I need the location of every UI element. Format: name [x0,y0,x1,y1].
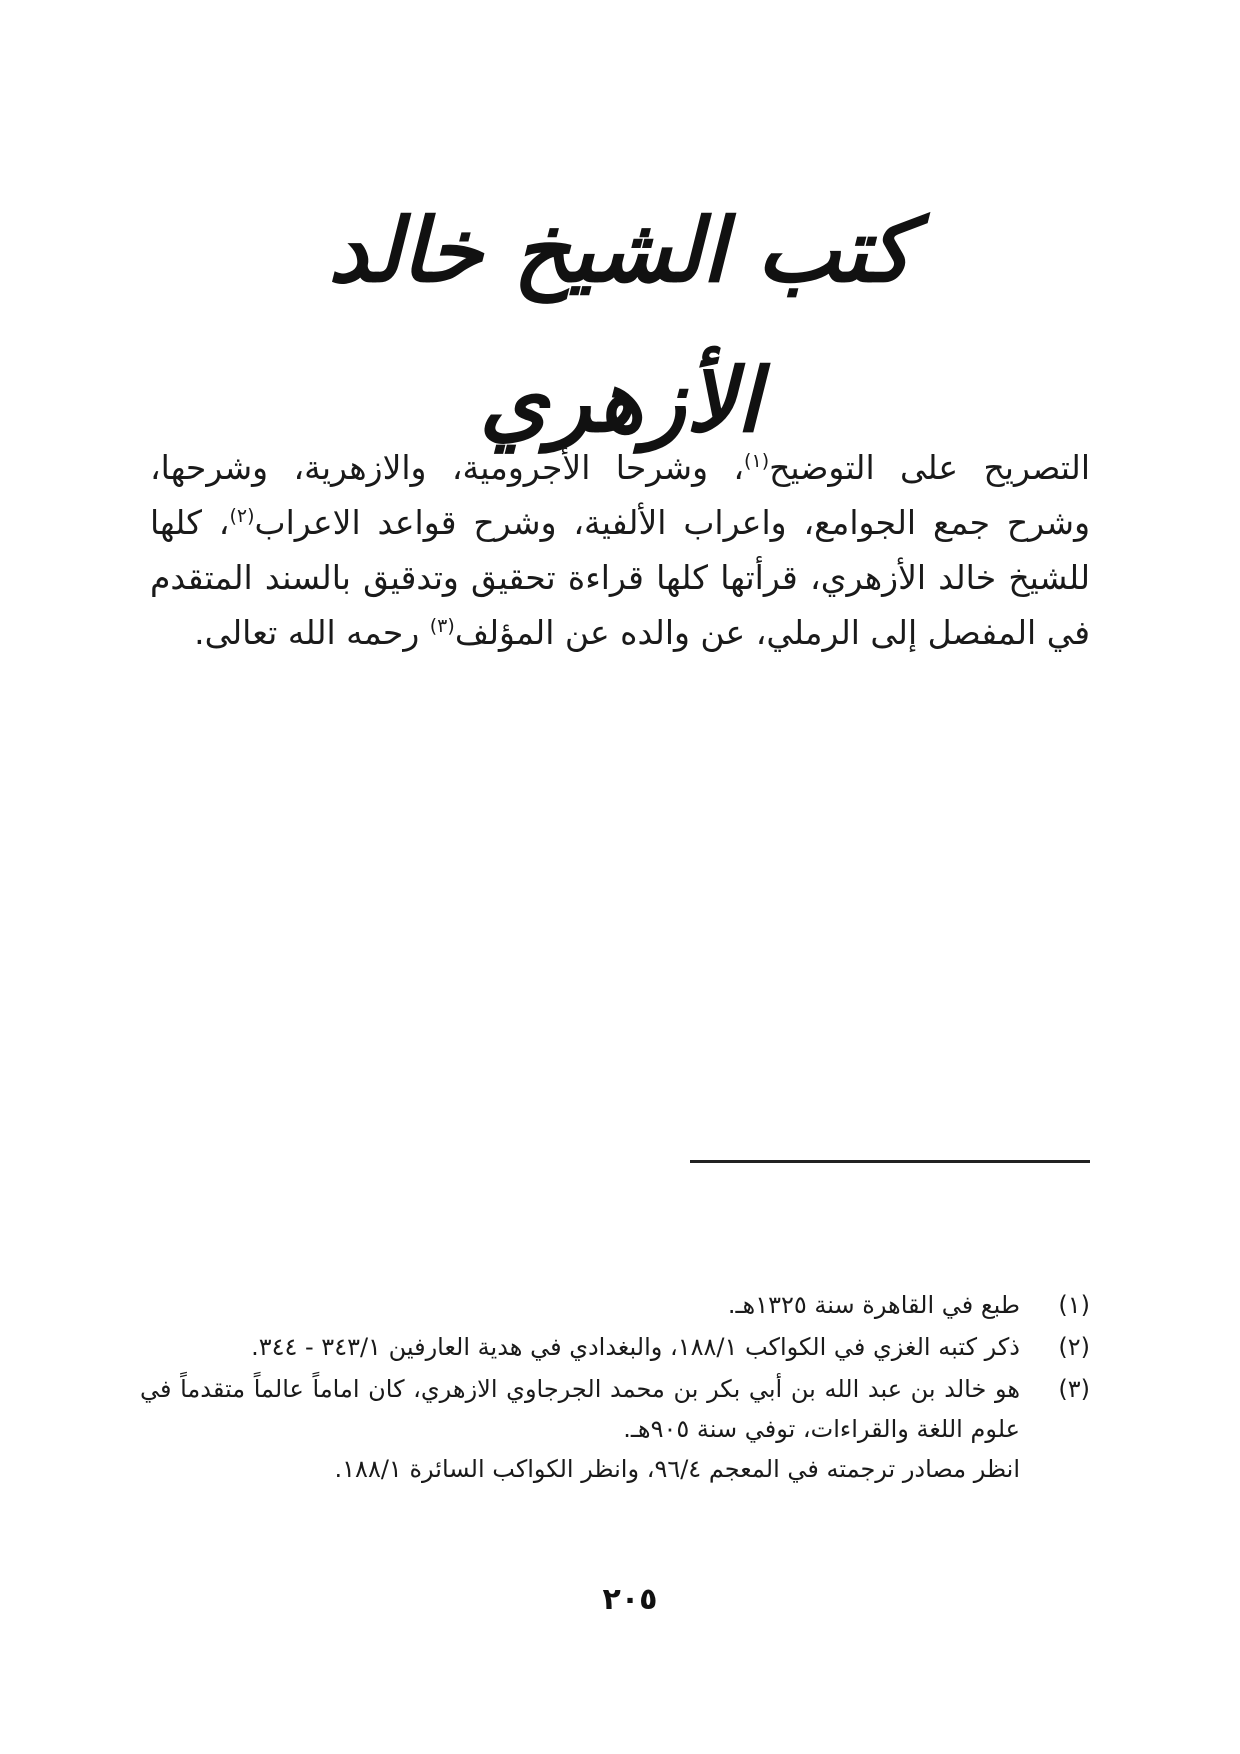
paragraph-segment: ، وشرحا الأجرومية، والازهرية، وشرحها، وشرح جمع الجوامع، واعراب الألفية، وشرح قواعد الاعراب [150,448,1090,542]
footnote-1 [140,1285,1090,1325]
footnote-separator [690,1160,1090,1163]
page-title: كتب الشيخ خالد الأزهري [328,198,912,452]
footnote-line: هو خالد بن عبد الله بن أبي بكر بن محمد الجرجاوي الازهري، كان اماماً عالماً متقدماً في علوم اللغة والقراءات، توفي سنة ٩٠٥هـ. [140,1375,1020,1443]
footnote-ref-2: (٢) [229,505,255,527]
footnote-2 [140,1327,1090,1367]
footnote-number: (٢) [1058,1333,1090,1361]
page-number: ٢٠٥ [602,1582,658,1617]
footnote-text [140,1285,1020,1325]
footnote-text [140,1369,1020,1489]
footnote-line: ذكر كتبه الغزي في الكواكب ١٨٨/١، والبغدادي في هدية العارفين ٣٤٣/١ - ٣٤٤. [251,1333,1020,1361]
footnote-ref-3: (٣) [429,615,455,637]
footnote-line: طبع في القاهرة سنة ١٣٢٥هـ. [727,1291,1020,1319]
footnote-ref-1: (١) [744,450,770,472]
footnote-number: (١) [1058,1291,1090,1319]
footnotes-section [140,1285,1090,1491]
main-paragraph [150,440,1090,660]
footnote-number: (٣) [1058,1375,1090,1403]
paragraph-segment: ، كلها للشيخ خالد الأزهري، قرأتها كلها قراءة تحقيق وتدقيق بالسند المتقدم في المفصل إلى الرملي، عن والده عن المؤلف [150,503,1090,652]
paragraph-segment: رحمه الله تعالى. [194,613,430,652]
footnote-3 [140,1369,1090,1489]
paragraph-segment: التصريح على التوضيح [769,448,1090,487]
footnote-line: انظر مصادر ترجمته في المعجم ٩٦/٤، وانظر الكواكب السائرة ١٨٨/١. [334,1455,1020,1483]
footnote-text [140,1327,1020,1367]
